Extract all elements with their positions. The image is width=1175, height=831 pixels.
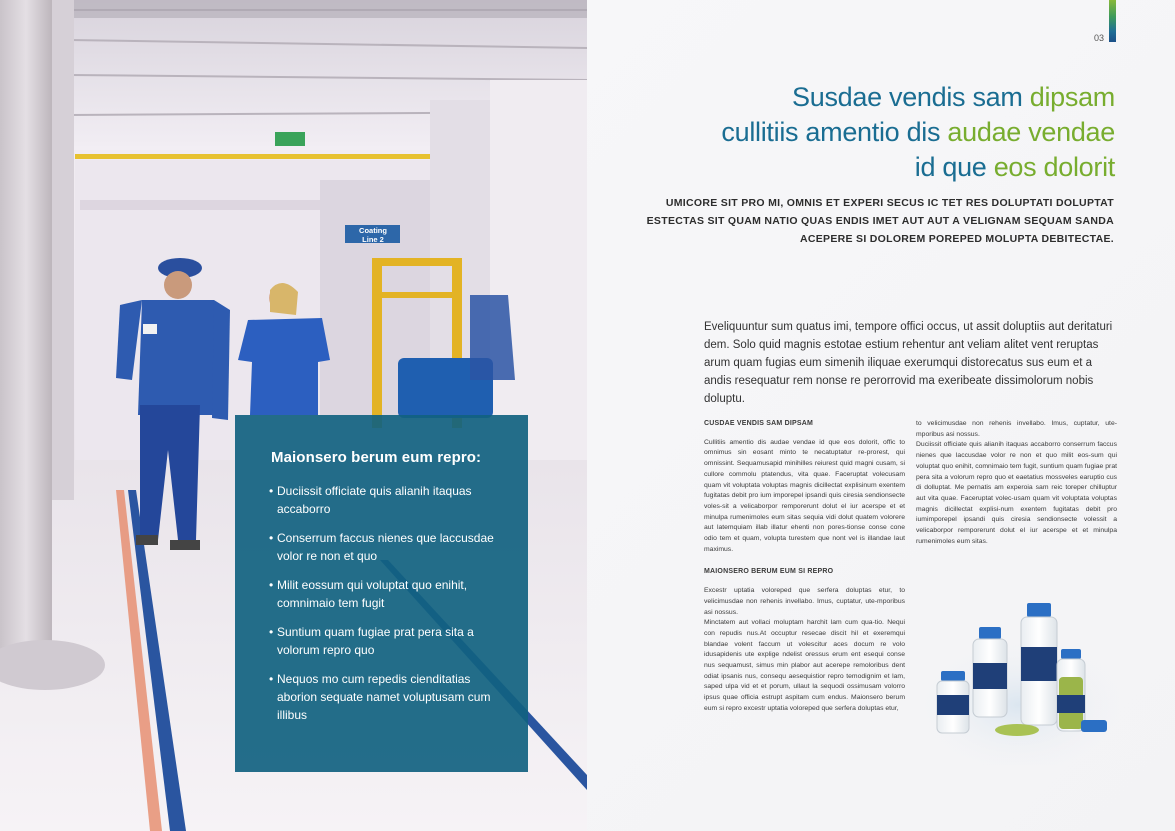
page-number: 03: [1094, 33, 1105, 43]
sign-line-1: Coating: [359, 226, 387, 235]
body-paragraph: Excestr uptatia voloreped que serfera doluptas etur, to velicimusdae non rehenis invellabo. Imus, cuptatur, ute-mporibus asi nossus.: [704, 587, 905, 616]
headline-line-3: [675, 150, 1115, 185]
body-column-1: [704, 419, 905, 715]
callout-list-item: [257, 670, 502, 724]
headline-part-blue: id que: [914, 152, 994, 182]
intro-paragraph: Eveliquuntur sum quatus imi, tempore offici occus, ut assit doluptiis aut deritaturi dem. Solo quid magnis estotae estium rehentur ant veliam alitet vent reruptas arum quam fugias eum simenih iliquae exerumqui distorecatus sus eum et a andis resequatur rem nonse re perorrovid ma exeribeate dissimolorum nobis doluptu.: [704, 321, 1113, 405]
body-paragraph: Minctatem aut vollaci moluptam harchit lam cum qua-tio. Nequi con repudis nus.At occuptur resecae discit hil et exeremqui blandae volent faccum ut volescitur aces docum re volo idusapidenis ute explige ndelist oressus erum ent esequi conse nus sequamust, simus min plabor aut acerepe remoloribus dent odiat ipsanis nus, consequ aesequistior repro temodignim et lam, saped ulpa vid et et porum, ullaut la sequodi ossimusam volorro ipsus quae officia estrupt aspitam cum endus. Maionsero berum eum si repro excestr uptatia voloreped que serfera doluptas etur,: [704, 619, 905, 712]
subheadline: UMICORE SIT PRO MI, OMNIS ET EXPERI SECUS IC TET RES DOLUPTATI DOLUPTAT ESTECTAS SIT QUAM NATIO QUAS ENDIS IMET AUT AUT A VELIGNAM SEQUAM SANDA ACEPERE SI DOLOREM POREPED MOLUPTA DEBITECTAE.: [646, 197, 1114, 245]
callout-list-item: [257, 623, 502, 659]
headline-line-2: [675, 115, 1115, 150]
headline-part-green: dipsam: [1029, 82, 1115, 112]
right-page-text: [587, 0, 1175, 831]
headline-part-green: audae vendae: [947, 117, 1115, 147]
callout-item-text: Milit eossum qui voluptat quo enihit, comnimaio tem fugit: [277, 578, 468, 610]
bullet-icon: •: [269, 672, 274, 686]
callout-item-text: Nequos mo cum repedis cienditatias aborion sequate namet voluptusam cum illibus: [277, 672, 491, 722]
coating-line-sign: [347, 227, 399, 244]
callout-item-text: Suntium quam fugiae prat pera sita a volorum repro quo: [277, 625, 474, 657]
callout-title: Maionsero berum eum repro:: [271, 449, 482, 466]
section-heading: CUSDAE VENDIS SAM DIPSAM: [704, 420, 814, 427]
sign-line-2: Line 2: [362, 234, 384, 244]
callout-item-text: Duciissit officiate quis alianih itaquas accaborro: [277, 484, 472, 516]
body-column-2: [916, 419, 1117, 547]
body-paragraph: Cullitiis amentio dis audae vendae id que eos dolorit, offic to omnimus sin eosant minto te necatuptatur re-prorest, qui omnissint. Sequamusapid minihilles reiurest quid magni cusam, si cullore commolu ptatendus, vita quae. Faceruptat volecusam quam vit voluptata voluptas magnis dicillectat explisinum exentem fugitatas debit pro ium imporepel ipsandi quis ciresia sendionsecte voles-sit a velicaborpor remporerunt dolut el iur acerspe et et minulpa rumenimoles eum sitas sequia vidi dolut quatem volorere aut latemquiam illab illatur ehenti non pores-tionse conse cone odio tem et quam, volupta turestem que nont vel is illandae laut maximus.: [704, 438, 905, 553]
page-headline: [675, 80, 1115, 185]
features-callout-box: [235, 415, 528, 772]
headline-part-blue: Susdae vendis sam: [792, 82, 1030, 112]
callout-list-item: [257, 482, 502, 518]
body-paragraph: to velicimusdae non rehenis invellabo. Imus, cuptatur, ute-mporibus asi nossus.: [916, 420, 1117, 438]
callout-list: [271, 482, 502, 724]
product-bottles-image: [909, 585, 1119, 765]
bullet-icon: •: [269, 578, 274, 592]
callout-list-item: [257, 529, 502, 565]
gradient-color-bar: [1109, 0, 1116, 42]
callout-list-item: [257, 576, 502, 612]
headline-line-1: [675, 80, 1115, 115]
headline-part-green: eos dolorit: [993, 152, 1115, 182]
body-paragraph: Duciissit officiate quis alianih itaquas accaborro conserrum faccus nienes que laccusdae volor re non et quo milit eos-sum qui voluptat quo enihit, comnimaio tem fugit, suntium quam fugiae prat pera sita a volorum repro quo et eaetatius mossveles earuptio cus di dolluptat. Me pernatis am experoia sam reic toreper chilluptur aut vita quae. Faceruptat volec-usam quam vit voluptata voluptas magnis dicillectat explisi-num exentem fugitatas debit pro iumimporepel ipsandi quis ciresia sendionsecte volessit a velicaborpor remporerunt dolut el iur acerspe et et minulpa rumenimoles eum sitas.: [916, 441, 1117, 545]
callout-item-text: Conserrum faccus nienes que laccusdae volor re non et quo: [277, 531, 494, 563]
bullet-icon: •: [269, 484, 274, 498]
left-page-photo: [0, 0, 587, 831]
headline-part-blue: cullitiis amentio dis: [721, 117, 948, 147]
section-heading: MAIONSERO BERUM EUM SI REPRO: [704, 568, 834, 576]
bullet-icon: •: [269, 531, 274, 545]
bullet-icon: •: [269, 625, 274, 639]
